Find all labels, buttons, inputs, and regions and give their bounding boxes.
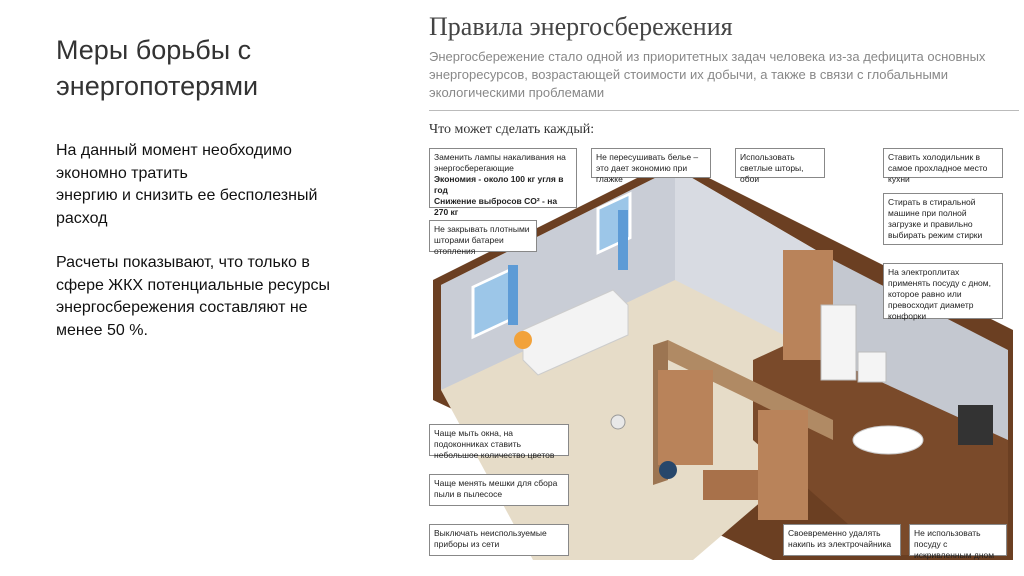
callout-lamps-text: Заменить лампы накаливания на энергосберегающие xyxy=(434,152,566,173)
callout-laundry xyxy=(591,148,711,184)
infographic-intro: Энергосбережение стало одной из приоритетных задач человека из-за дефицита основных энергоресурсов, возрастающей стоимости их добычи, а также в связи с глобальными экологическими проблемами xyxy=(429,49,986,100)
dining-table xyxy=(853,426,923,454)
callout-washer xyxy=(883,193,1003,245)
callout-devices xyxy=(429,524,569,556)
callout-lamps-emission: Снижение выбросов CO² - на 270 кг xyxy=(434,196,558,217)
body-paragraph-2: Расчеты показывают, что только в сфере ЖКХ потенциальные ресурсы энергосбережения составляют не менее 50 %. xyxy=(56,254,330,339)
callout-curtains xyxy=(735,148,825,184)
callout-lamps-saving: Экономия - около 100 кг угля в год xyxy=(434,174,564,195)
callout-stove-text: На электроплитах применять посуду с дном, которое равно или превосходит диаметр конфорки xyxy=(888,267,991,321)
curtain-left xyxy=(508,265,518,325)
curtain-right xyxy=(618,210,628,270)
callout-laundry-text: Не пересушивать белье – это дает экономию при глажке xyxy=(596,152,699,184)
lamp xyxy=(514,331,532,349)
infographic-subheading: Что может сделать каждый: xyxy=(429,122,595,137)
bookcase-2 xyxy=(758,410,808,520)
office-chair xyxy=(659,461,677,479)
callout-lamps xyxy=(429,148,577,217)
callout-fridge-text: Ставить холодильник в самое прохладное место кухни xyxy=(888,152,988,184)
callout-radiators-text: Не закрывать плотными шторами батареи отопления xyxy=(434,224,530,256)
stove xyxy=(958,405,993,445)
fridge xyxy=(821,305,856,380)
callout-windows-text: Чаще мыть окна, на подоконниках ставить небольшое количество цветов xyxy=(434,428,555,460)
vacuum-cleaner xyxy=(611,415,625,429)
body-paragraph-1: На данный момент необходимо экономно тратить энергию и снизить ее бесполезный расход xyxy=(56,142,318,227)
callout-washer-text: Стирать в стиральной машине при полной загрузке и правильно выбирать режим стирки xyxy=(888,197,983,240)
callout-pots-text: Не использовать посуду с искривленным дном xyxy=(914,528,995,560)
energy-saving-infographic xyxy=(413,0,1024,576)
slide-title: Меры борьбы с энергопотерями xyxy=(56,35,259,101)
slide-body xyxy=(56,140,396,364)
callout-windows xyxy=(429,424,569,460)
desk xyxy=(703,470,763,500)
infographic-title: Правила энергосбережения xyxy=(429,12,733,41)
callout-vacuum xyxy=(429,474,569,506)
bookcase xyxy=(658,370,713,465)
callout-kettle xyxy=(783,524,901,556)
callout-kettle-text: Своевременно удалять накипь из электрочайника xyxy=(788,528,892,549)
callout-pots xyxy=(909,524,1007,560)
divider xyxy=(429,110,1019,111)
callout-radiators xyxy=(429,220,537,256)
callout-curtains-text: Использовать светлые шторы, обои xyxy=(740,152,804,184)
callout-vacuum-text: Чаще менять мешки для сбора пыли в пылесосе xyxy=(434,478,558,499)
washing-machine xyxy=(858,352,886,382)
callout-stove xyxy=(883,263,1003,319)
callout-devices-text: Выключать неиспользуемые приборы из сети xyxy=(434,528,547,549)
callout-fridge xyxy=(883,148,1003,184)
